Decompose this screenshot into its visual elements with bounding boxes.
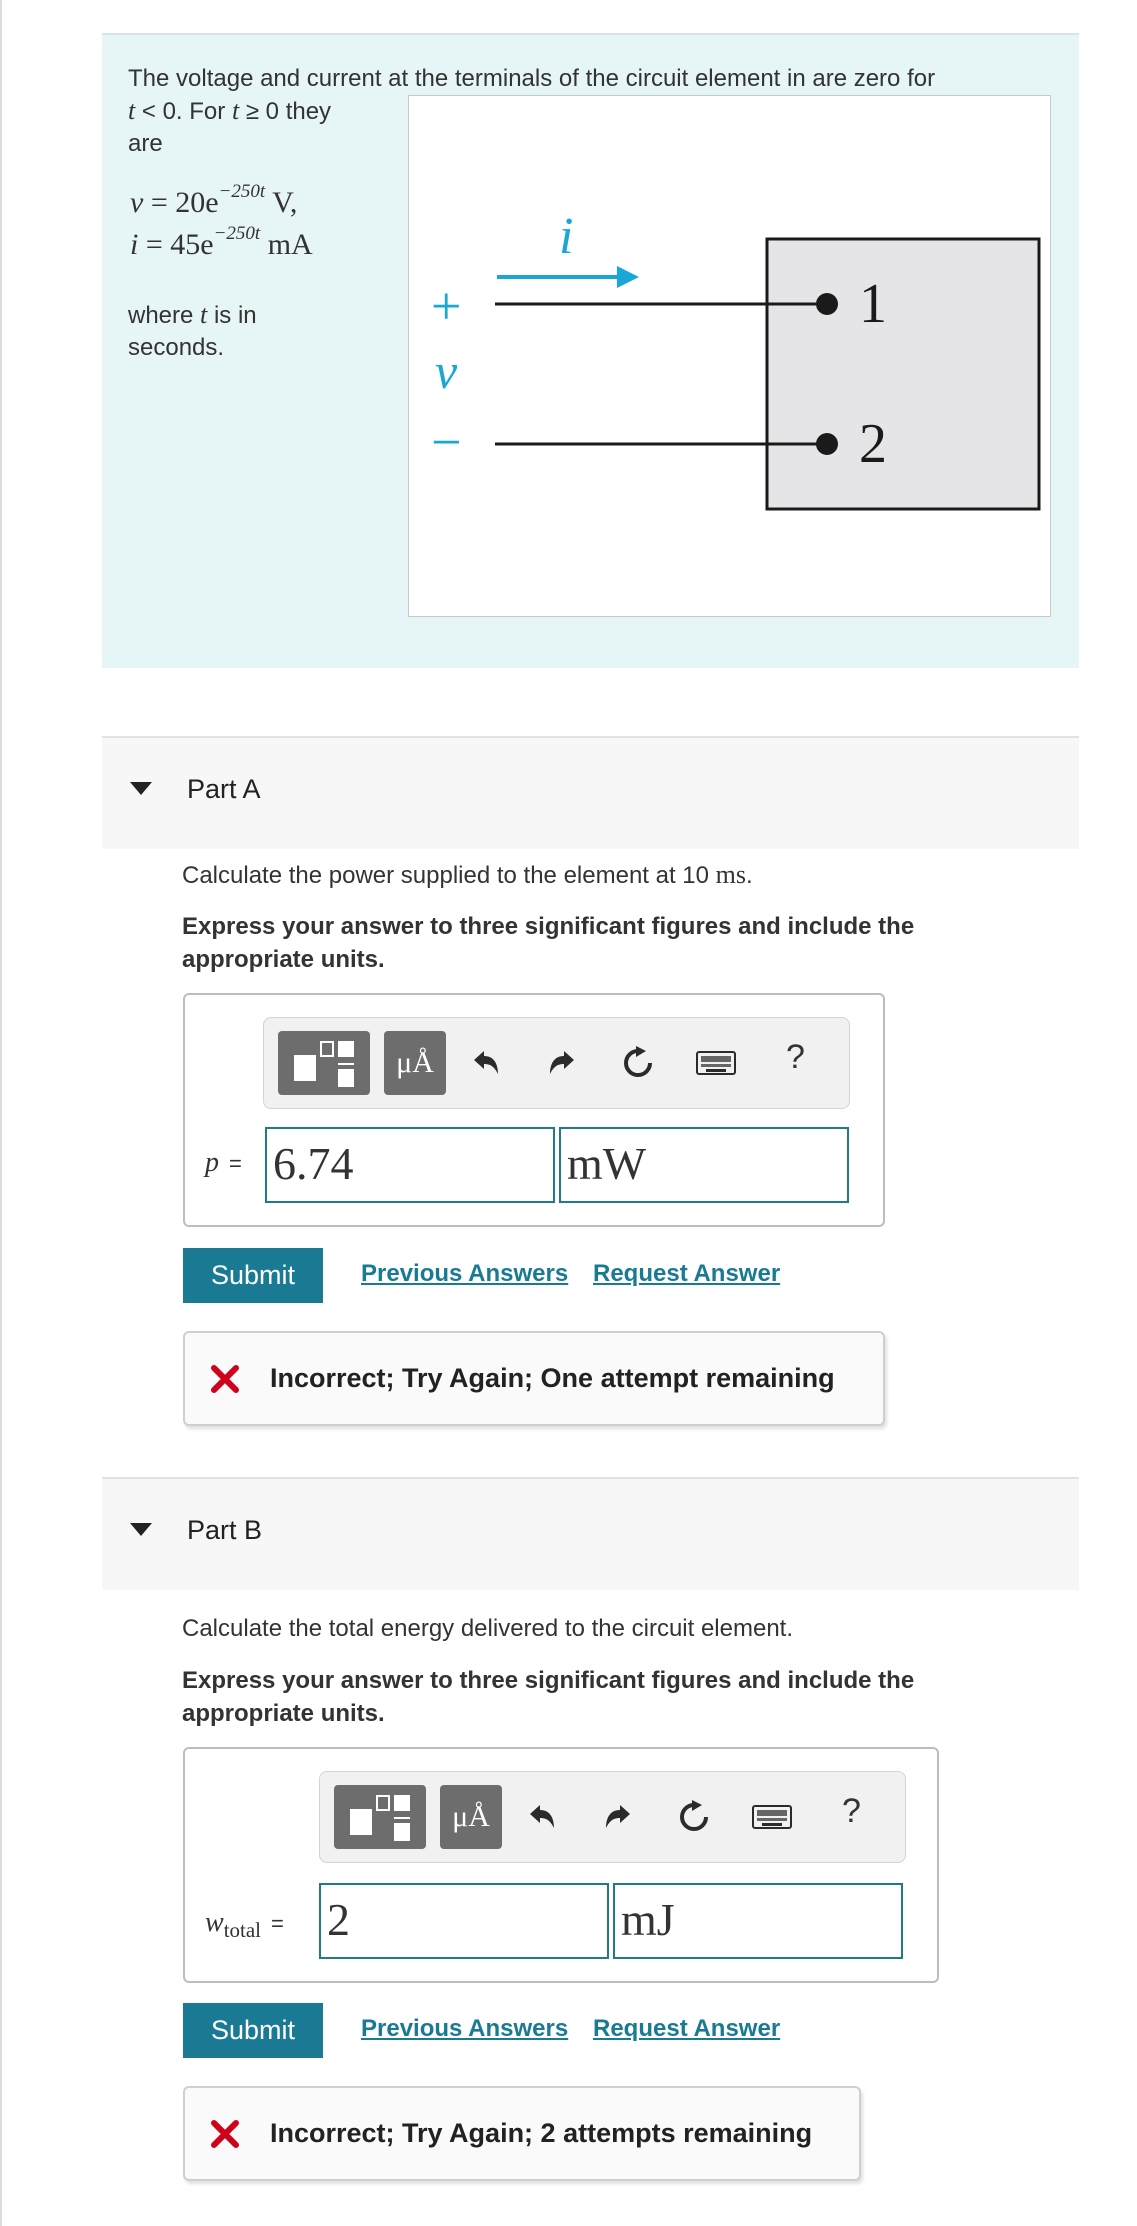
part-a-equals: = (229, 1151, 242, 1176)
keyboard-icon[interactable] (694, 1040, 738, 1086)
circuit-diagram (409, 96, 1052, 618)
part-a-answer-box (183, 993, 885, 1227)
units-button-label: μÅ (396, 1046, 434, 1079)
template-hollow-icon (320, 1041, 334, 1057)
templates-button[interactable] (278, 1031, 370, 1095)
terminal-1-label: 1 (859, 273, 887, 335)
terminal-2-label: 2 (859, 413, 887, 475)
part-a-previous-answers-link[interactable]: Previous Answers (361, 1260, 569, 1287)
problem-intro (102, 33, 1079, 668)
terminal-1-dot (816, 293, 838, 315)
current-equation (130, 223, 313, 262)
part-b-var: w (205, 1907, 224, 1938)
part-a-request-answer-link[interactable]: Request Answer (593, 1260, 781, 1287)
part-a-question (182, 860, 753, 890)
plus-sign: + (431, 276, 462, 336)
template-block-icon (350, 1809, 372, 1835)
part-a-unit-input[interactable]: mW (559, 1127, 849, 1203)
where-text (128, 299, 328, 364)
terminal-2-dot (816, 433, 838, 455)
keyboard-icon[interactable] (750, 1794, 794, 1840)
template-top-icon (394, 1795, 410, 1811)
eq-v-exp: −250t (218, 181, 266, 202)
part-b-answer-box (183, 1747, 939, 1983)
part-a-question-end: . (746, 862, 753, 889)
part-b-value-input[interactable]: 2 (319, 1883, 609, 1959)
page-left-border (0, 0, 2, 2226)
eq-i-lhs: i (130, 228, 139, 261)
units-button[interactable] (440, 1785, 502, 1849)
part-b-submit-button[interactable]: Submit (183, 2003, 323, 2058)
eq-i-exp: −250t (213, 223, 261, 244)
intro-line-3: are (128, 130, 163, 157)
eq-i-mid: = 45e (138, 228, 214, 261)
voltage-label: v (435, 343, 458, 399)
t-symbol-2: t (231, 96, 240, 125)
intro-lt: < 0. For (135, 98, 232, 125)
part-b-previous-answers-link[interactable]: Previous Answers (361, 2015, 569, 2042)
help-button[interactable]: ? (842, 1792, 861, 1830)
part-b-request-answer-link[interactable]: Request Answer (593, 2015, 781, 2042)
intro-ge: ≥ 0 they (239, 98, 332, 125)
part-a-instruction: Express your answer to three significant figures and include the appropriate units. (182, 913, 915, 973)
template-bottom-icon (394, 1823, 410, 1841)
undo-icon[interactable] (464, 1040, 508, 1086)
templates-button[interactable] (334, 1785, 426, 1849)
part-b-title: Part B (187, 1515, 263, 1545)
part-b-instruction: Express your answer to three significant figures and include the appropriate units. (182, 1667, 915, 1727)
circuit-figure (408, 95, 1051, 617)
where-post: is in seconds. (128, 302, 257, 361)
part-a-var: p (205, 1147, 219, 1178)
part-b-unit-input[interactable]: mJ (613, 1883, 903, 1959)
current-label: i (559, 208, 574, 265)
part-b-variable-label (205, 1907, 284, 1942)
where-pre: where (128, 302, 201, 329)
incorrect-x-icon (209, 2118, 241, 2150)
circuit-element-box (767, 239, 1039, 509)
eq-v-unit: V, (265, 186, 298, 219)
incorrect-x-icon (209, 1363, 241, 1395)
part-b-feedback-message: Incorrect; Try Again; 2 attempts remaining (270, 2118, 813, 2148)
t-symbol: t (128, 96, 136, 125)
template-hollow-icon (376, 1795, 390, 1811)
template-bar-icon (338, 1063, 354, 1065)
collapse-triangle-icon[interactable] (130, 782, 152, 795)
part-a-math-toolbar (263, 1017, 850, 1109)
part-b-feedback (183, 2086, 861, 2181)
t-symbol-3: t (200, 300, 208, 329)
part-a-question-text: Calculate the power supplied to the element at 10 (182, 862, 716, 889)
eq-v-mid: = 20e (143, 186, 219, 219)
units-button-label: μÅ (452, 1800, 490, 1833)
eq-i-unit: mA (260, 228, 313, 261)
template-top-icon (338, 1041, 354, 1057)
part-a-header[interactable] (102, 736, 1079, 849)
template-bar-icon (394, 1817, 410, 1819)
redo-icon[interactable] (540, 1040, 584, 1086)
part-a-question-unit: ms (715, 860, 747, 889)
part-b-math-toolbar (319, 1771, 906, 1863)
part-b-question: Calculate the total energy delivered to the circuit element. (182, 1615, 794, 1642)
reset-icon[interactable] (616, 1040, 660, 1086)
template-bottom-icon (338, 1069, 354, 1087)
part-a-feedback (183, 1331, 885, 1426)
part-b-var-sub: total (223, 1918, 262, 1942)
part-a-feedback-message: Incorrect; Try Again; One attempt remaining (270, 1363, 835, 1393)
collapse-triangle-icon[interactable] (130, 1523, 152, 1536)
undo-icon[interactable] (520, 1794, 564, 1840)
help-button[interactable]: ? (786, 1038, 805, 1076)
intro-line-2 (128, 95, 388, 128)
part-b-equals: = (271, 1911, 284, 1936)
template-block-icon (294, 1055, 316, 1081)
part-a-variable-label (205, 1147, 242, 1179)
minus-sign: − (431, 412, 462, 472)
eq-v-lhs: v (130, 186, 144, 219)
units-button[interactable] (384, 1031, 446, 1095)
part-b-header[interactable] (102, 1477, 1079, 1590)
part-a-submit-button[interactable]: Submit (183, 1248, 323, 1303)
part-a-title: Part A (187, 774, 261, 804)
voltage-equation (130, 181, 298, 220)
redo-icon[interactable] (596, 1794, 640, 1840)
current-arrow-head (617, 266, 639, 288)
part-a-value-input[interactable]: 6.74 (265, 1127, 555, 1203)
reset-icon[interactable] (672, 1794, 716, 1840)
intro-line-1: The voltage and current at the terminals of the circuit element in are zero for (128, 65, 936, 92)
